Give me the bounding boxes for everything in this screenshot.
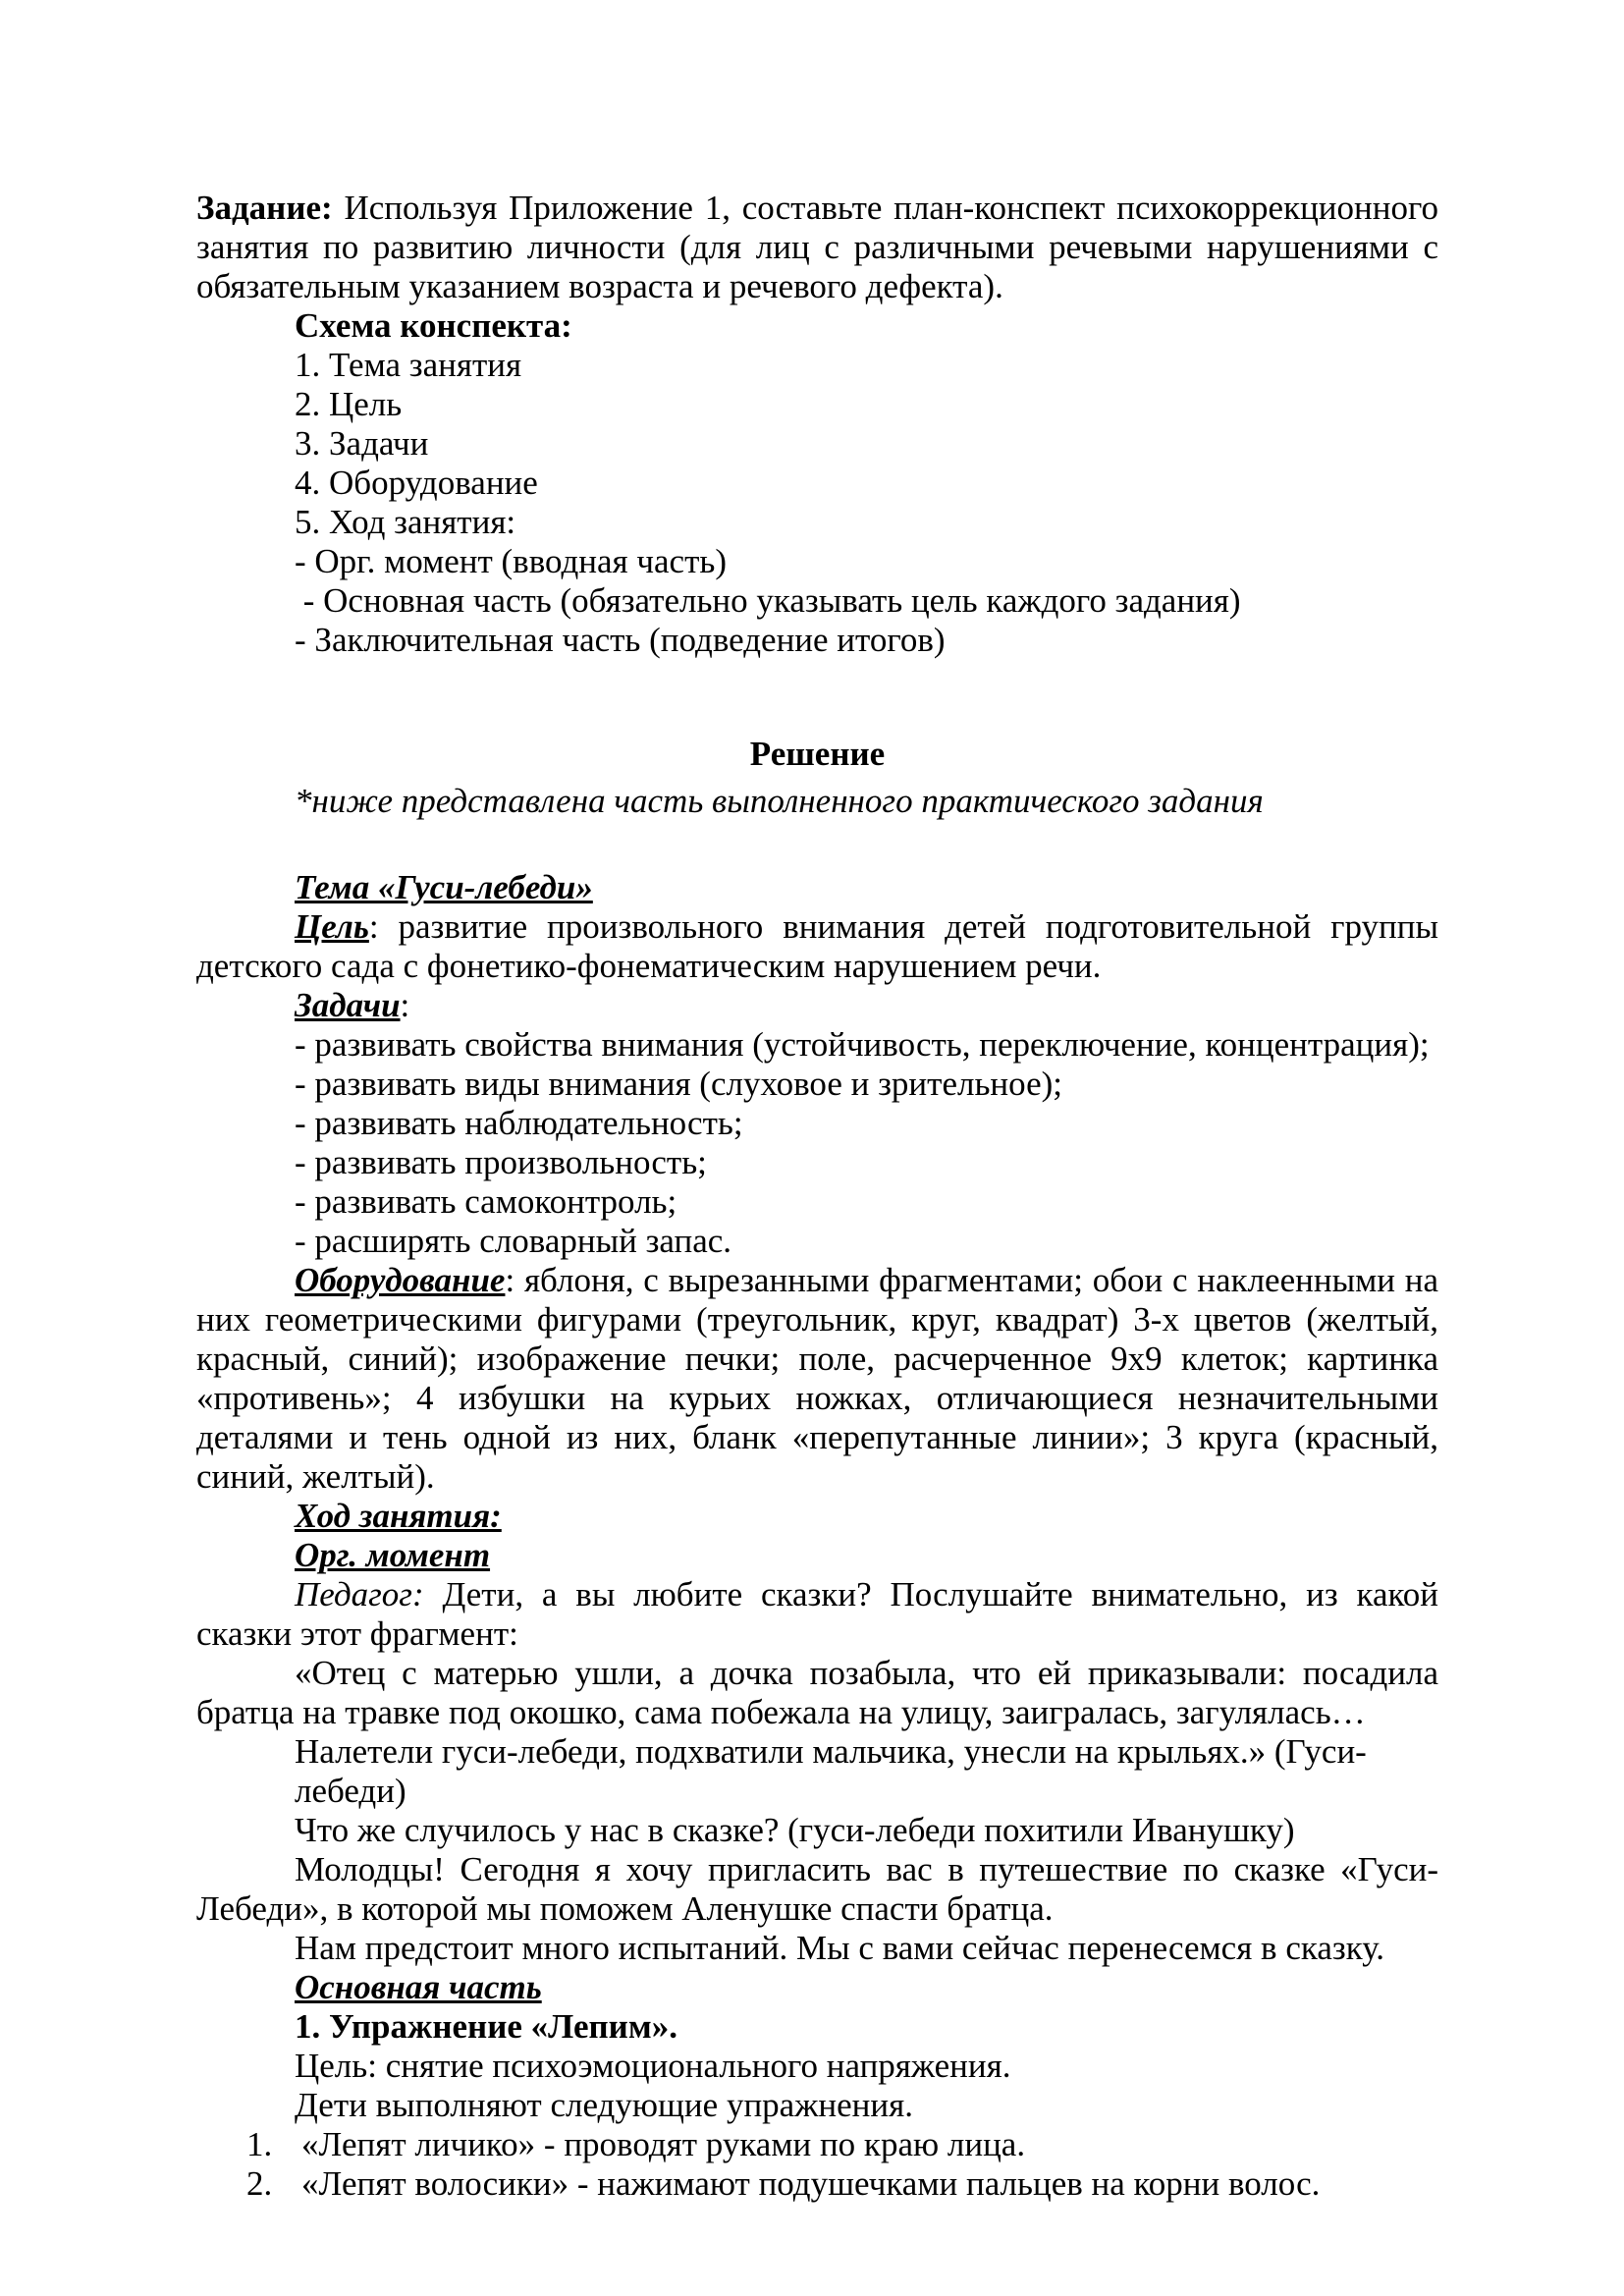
theme-heading-text: Тема «Гуси-лебеди» <box>295 868 593 906</box>
org-moment-heading-text: Орг. момент <box>295 1536 491 1574</box>
schema-item-org-moment: - Орг. момент (вводная часть) <box>295 542 727 580</box>
step-item-1 <box>196 2125 1438 2164</box>
exercise1-action: Дети выполняют следующие упражнения. <box>295 2086 913 2124</box>
question-line: Что же случилось у нас в сказке? (гуси-лебеди похитили Иванушку) <box>295 1811 1295 1849</box>
task-label: Задание: <box>196 189 333 227</box>
step-text-1: «Лепят личико» - проводят руками по краю лица. <box>301 2125 1026 2163</box>
equipment-paragraph <box>196 1261 1438 1497</box>
exercise1-goal: Цель: снятие психоэмоционального напряжения. <box>295 2047 1011 2085</box>
praise-paragraph: Молодцы! Сегодня я хочу пригласить вас в путешествие по сказке «Гуси-Лебеди», в которой мы поможем Аленушке спасти братца. <box>196 1850 1438 1928</box>
exercise1-heading: 1. Упражнение «Лепим». <box>295 2007 677 2046</box>
step-number-2: 2. <box>246 2164 273 2203</box>
goal-paragraph <box>196 907 1438 986</box>
tasks-heading <box>196 986 1438 1025</box>
schema-item-1: 1. Тема занятия <box>295 346 522 384</box>
schema-item-2: 2. Цель <box>295 385 403 423</box>
task-item-2: - развивать виды внимания (слуховое и зрительное); <box>295 1065 1062 1103</box>
pedagog-paragraph <box>196 1575 1438 1654</box>
task-item-3: - развивать наблюдательность; <box>295 1104 743 1142</box>
pedagog-label: Педагог: <box>295 1575 424 1613</box>
equipment-label: Оборудование <box>295 1261 506 1299</box>
step-item-2 <box>196 2164 1438 2204</box>
schema-item-5: 5. Ход занятия: <box>295 503 516 541</box>
goal-text: : развитие произвольного внимания детей подготовительной группы детского сада с фонетико-фонематическим нарушением речи. <box>196 907 1438 985</box>
course-heading <box>196 1497 1438 1536</box>
pedagog-text: Дети, а вы любите сказки? Послушайте внимательно, из какой сказки этот фрагмент: <box>196 1575 1438 1653</box>
step-number-1: 1. <box>246 2125 273 2163</box>
task-paragraph <box>196 189 1438 306</box>
tale-quote-continuation: Налетели гуси-лебеди, подхватили мальчика, унесли на крыльях.» (Гуси-лебеди) <box>295 1732 1367 1810</box>
goal-label: Цель <box>295 907 369 946</box>
task-item-4: - развивать произвольность; <box>295 1143 707 1181</box>
task-item-5: - развивать самоконтроль; <box>295 1182 677 1221</box>
course-heading-text: Ход занятия: <box>295 1497 502 1535</box>
schema-item-final-part: - Заключительная часть (подведение итогов) <box>295 621 946 659</box>
schema-item-3: 3. Задачи <box>295 424 429 463</box>
tasks-colon: : <box>400 986 410 1024</box>
main-part-heading <box>196 1968 1438 2007</box>
task-text: Используя Приложение 1, составьте план-конспект психокоррекционного занятия по развитию личности (для лиц с различными речевыми нарушениями с обязательным указанием возраста и речевого дефекта). <box>196 189 1438 305</box>
transition-line: Нам предстоит много испытаний. Мы с вами сейчас перенесемся в сказку. <box>295 1929 1384 1967</box>
equipment-text: : яблоня, с вырезанными фрагментами; обои с наклеенными на них геометрическими фигурами (треугольник, круг, квадрат) 3-х цветов (желтый, красный, синий); изображение печки; поле, расчерченное 9х9 клеток; картинка «противень»; 4 избушки на курьих ножках, отличающиеся незначительными деталями и тень одной из них, бланк «перепутанные линии»; 3 круга (красный, синий, желтый). <box>196 1261 1438 1496</box>
schema-item-4: 4. Оборудование <box>295 464 538 502</box>
schema-heading: Схема конспекта: <box>295 306 572 345</box>
task-item-6: - расширять словарный запас. <box>295 1222 732 1260</box>
schema-item-main-part: - Основная часть (обязательно указывать цель каждого задания) <box>295 581 1241 620</box>
tasks-label: Задачи <box>295 986 401 1024</box>
org-moment-heading <box>196 1536 1438 1575</box>
tale-quote-paragraph: «Отец с матерью ушли, а дочка позабыла, что ей приказывали: посадила братца на травке под окошко, сама побежала на улицу, заигралась, загулялась… <box>196 1654 1438 1731</box>
main-part-heading-text: Основная часть <box>295 1968 542 2006</box>
theme-heading <box>196 868 1438 907</box>
solution-heading: Решение <box>749 735 886 773</box>
solution-note: *ниже представлена часть выполненного практического задания <box>295 782 1264 820</box>
step-text-2: «Лепят волосики» - нажимают подушечками пальцев на корни волос. <box>301 2164 1321 2203</box>
task-item-1: - развивать свойства внимания (устойчивость, переключение, концентрация); <box>295 1025 1430 1064</box>
